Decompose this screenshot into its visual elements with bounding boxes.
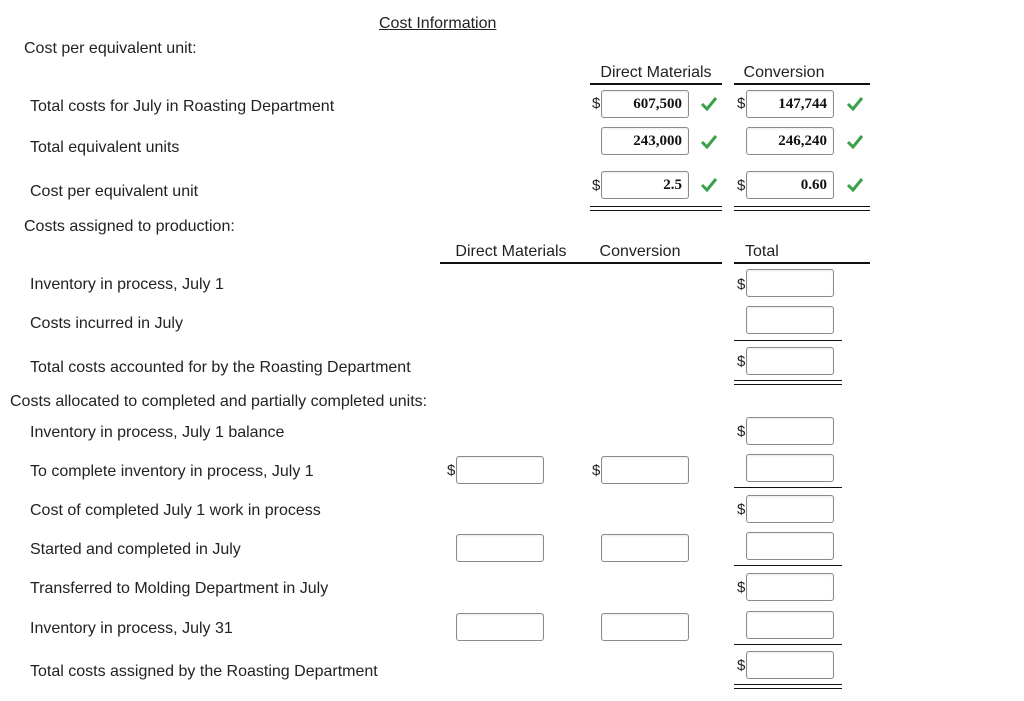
started-completed-dm-input[interactable]	[456, 534, 544, 562]
to-complete-conv-input[interactable]	[601, 456, 689, 484]
row-label-cost-per-eu: Cost per equivalent unit	[30, 183, 199, 200]
dollar-sign: $	[592, 462, 601, 479]
dollar-sign: $	[737, 95, 746, 112]
dollar-sign: $	[737, 579, 746, 596]
dollar-sign: $	[447, 462, 456, 479]
dollar-sign: $	[737, 353, 746, 370]
inv-july1-total-input[interactable]	[746, 269, 834, 297]
started-completed-conv-input[interactable]	[601, 534, 689, 562]
inv-july31-dm-input[interactable]	[456, 613, 544, 641]
row-label-total-accounted: Total costs accounted for by the Roasting Department	[30, 359, 411, 376]
cost-per-eu-heading: Cost per equivalent unit:	[24, 40, 197, 57]
dollar-sign: $	[737, 177, 746, 194]
transferred-total-input[interactable]	[746, 573, 834, 601]
to-complete-dm-input[interactable]	[456, 456, 544, 484]
dollar-sign: $	[737, 276, 746, 293]
row-label-inv-july31: Inventory in process, July 31	[30, 620, 233, 637]
started-completed-total-input[interactable]	[746, 532, 834, 560]
cost-completed-total-input[interactable]	[746, 495, 834, 523]
dollar-sign: $	[737, 423, 746, 440]
inv-july31-conv-input[interactable]	[601, 613, 689, 641]
cost-per-eu-dm-input[interactable]	[601, 171, 689, 199]
dollar-sign: $	[592, 177, 601, 194]
header-underline	[590, 83, 722, 85]
total-assigned-input[interactable]	[746, 651, 834, 679]
check-icon	[846, 95, 864, 113]
col-header-direct-materials: Direct Materials	[600, 64, 712, 81]
col-header-conversion: Conversion	[743, 64, 825, 81]
total-underline	[734, 340, 842, 341]
header-underline	[734, 262, 870, 264]
dollar-sign: $	[592, 95, 601, 112]
col-header-conversion: Conversion	[599, 243, 681, 260]
row-label-cost-completed: Cost of completed July 1 work in process	[30, 502, 321, 519]
row-label-costs-incurred: Costs incurred in July	[30, 315, 183, 332]
double-underline	[734, 380, 842, 385]
double-underline	[734, 206, 870, 211]
costs-incurred-total-input[interactable]	[746, 306, 834, 334]
double-underline	[734, 684, 842, 689]
check-icon	[846, 176, 864, 194]
double-underline	[590, 206, 722, 211]
row-label-started-completed: Started and completed in July	[30, 541, 241, 558]
row-label-transferred: Transferred to Molding Department in July	[30, 580, 329, 597]
page-title: Cost Information	[379, 15, 497, 32]
row-label-inv-balance: Inventory in process, July 1 balance	[30, 424, 285, 441]
total-eu-conv-input[interactable]	[746, 127, 834, 155]
total-costs-conv-input[interactable]	[746, 90, 834, 118]
header-underline	[440, 262, 722, 264]
total-underline	[734, 644, 842, 645]
col-header-direct-materials: Direct Materials	[455, 243, 567, 260]
cost-per-eu-conv-input[interactable]	[746, 171, 834, 199]
check-icon	[700, 133, 718, 151]
total-eu-dm-input[interactable]	[601, 127, 689, 155]
costs-allocated-heading: Costs allocated to completed and partially completed units:	[10, 393, 428, 410]
check-icon	[846, 133, 864, 151]
check-icon	[700, 95, 718, 113]
inv-july31-total-input[interactable]	[746, 611, 834, 639]
inv-balance-total-input[interactable]	[746, 417, 834, 445]
col-header-total: Total	[745, 243, 779, 260]
check-icon	[700, 176, 718, 194]
row-label-inv-july1: Inventory in process, July 1	[30, 276, 224, 293]
row-label-total-assigned: Total costs assigned by the Roasting Department	[30, 663, 378, 680]
dollar-sign: $	[737, 657, 746, 674]
total-underline	[734, 565, 842, 566]
row-label-total-costs: Total costs for July in Roasting Department	[30, 98, 335, 115]
total-underline	[734, 487, 842, 488]
total-accounted-input[interactable]	[746, 347, 834, 375]
to-complete-total-input[interactable]	[746, 454, 834, 482]
costs-assigned-heading: Costs assigned to production:	[24, 218, 235, 235]
total-costs-dm-input[interactable]	[601, 90, 689, 118]
row-label-to-complete: To complete inventory in process, July 1	[30, 463, 314, 480]
dollar-sign: $	[737, 501, 746, 518]
row-label-total-eu: Total equivalent units	[30, 139, 180, 156]
header-underline	[734, 83, 870, 85]
